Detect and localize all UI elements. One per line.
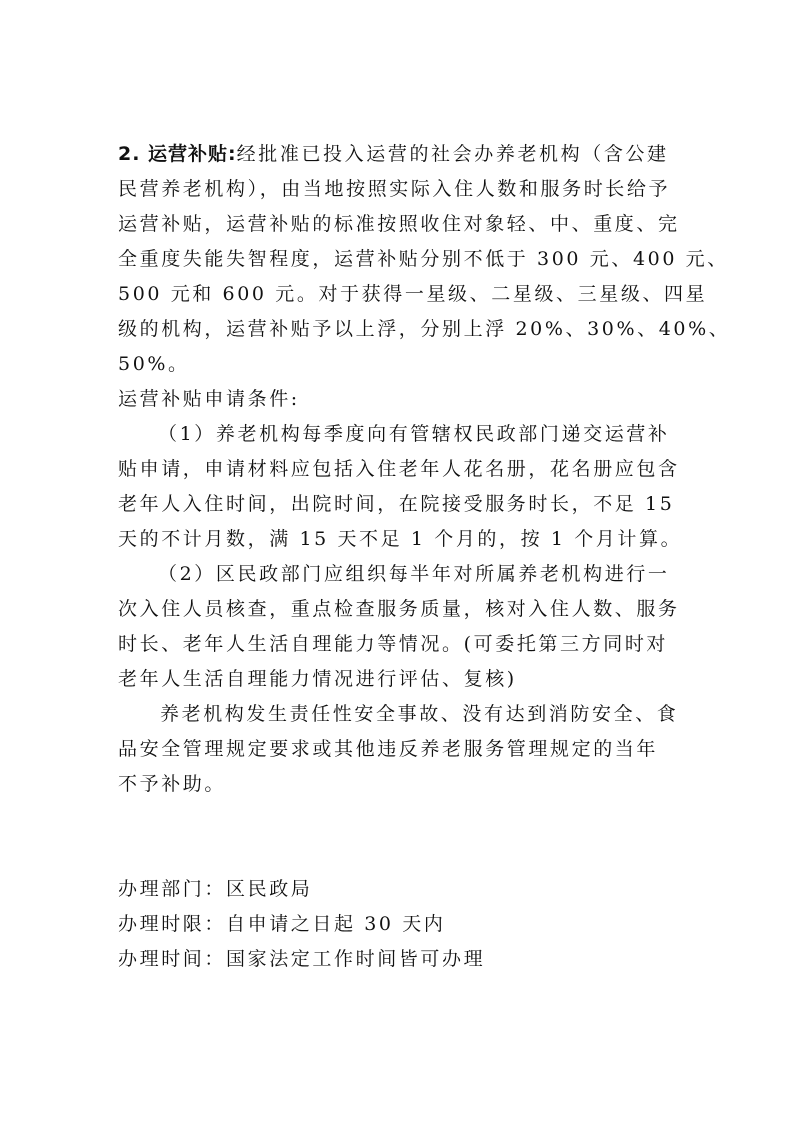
condition-item-2-line: 次入住人员核查，重点检查服务质量，核对入住人数、服务 bbox=[118, 598, 680, 620]
section-text-line: 经批准已投入运营的社会办养老机构（含公建 bbox=[236, 143, 669, 165]
note-line: 不予补助。 bbox=[118, 773, 227, 795]
section-text-line: 50%。 bbox=[118, 353, 190, 375]
info-hours: 办理时间：国家法定工作时间皆可办理 bbox=[118, 948, 486, 970]
condition-item-2-line: 时长、老年人生活自理能力等情况。(可委托第三方同时对 bbox=[118, 633, 669, 655]
section-text-line: 级的机构，运营补贴予以上浮，分别上浮 20%、30%、40%、 bbox=[118, 318, 731, 340]
section-text-line: 500 元和 600 元。对于获得一星级、二星级、三星级、四星 bbox=[118, 283, 708, 305]
section-first-line bbox=[118, 137, 678, 172]
section-text-line: 运营补贴，运营补贴的标准按照收住对象轻、中、重度、完 bbox=[118, 213, 680, 235]
condition-item-2-line: （2）区民政部门应组织每半年对所属养老机构进行一 bbox=[158, 563, 670, 585]
condition-item-1-line: 天的不计月数，满 15 天不足 1 个月的，按 1 个月计算。 bbox=[118, 528, 683, 550]
info-department: 办理部门：区民政局 bbox=[118, 878, 313, 900]
condition-item-2-line: 老年人生活自理能力情况进行评估、复核) bbox=[118, 668, 517, 690]
note-line: 养老机构发生责任性安全事故、没有达到消防安全、食 bbox=[160, 703, 679, 725]
info-time-limit: 办理时限：自申请之日起 30 天内 bbox=[118, 913, 446, 935]
section-title: 2. 运营补贴: bbox=[118, 143, 237, 165]
note-line: 品安全管理规定要求或其他违反养老服务管理规定的当年 bbox=[118, 738, 659, 760]
condition-item-1-line: （1）养老机构每季度向有管辖权民政部门递交运营补 bbox=[158, 423, 670, 445]
condition-item-1-line: 老年人入住时间，出院时间，在院接受服务时长，不足 15 bbox=[118, 493, 675, 515]
condition-item-1-line: 贴申请，申请材料应包括入住老年人花名册，花名册应包含 bbox=[118, 458, 680, 480]
conditions-heading: 运营补贴申请条件: bbox=[118, 388, 300, 410]
section-text-line: 民营养老机构），由当地按照实际入住人数和服务时长给予 bbox=[118, 178, 671, 200]
section-text-line: 全重度失能失智程度，运营补贴分别不低于 300 元、400 元、 bbox=[118, 248, 729, 270]
section-spacer bbox=[118, 802, 678, 872]
document-page bbox=[118, 137, 731, 977]
